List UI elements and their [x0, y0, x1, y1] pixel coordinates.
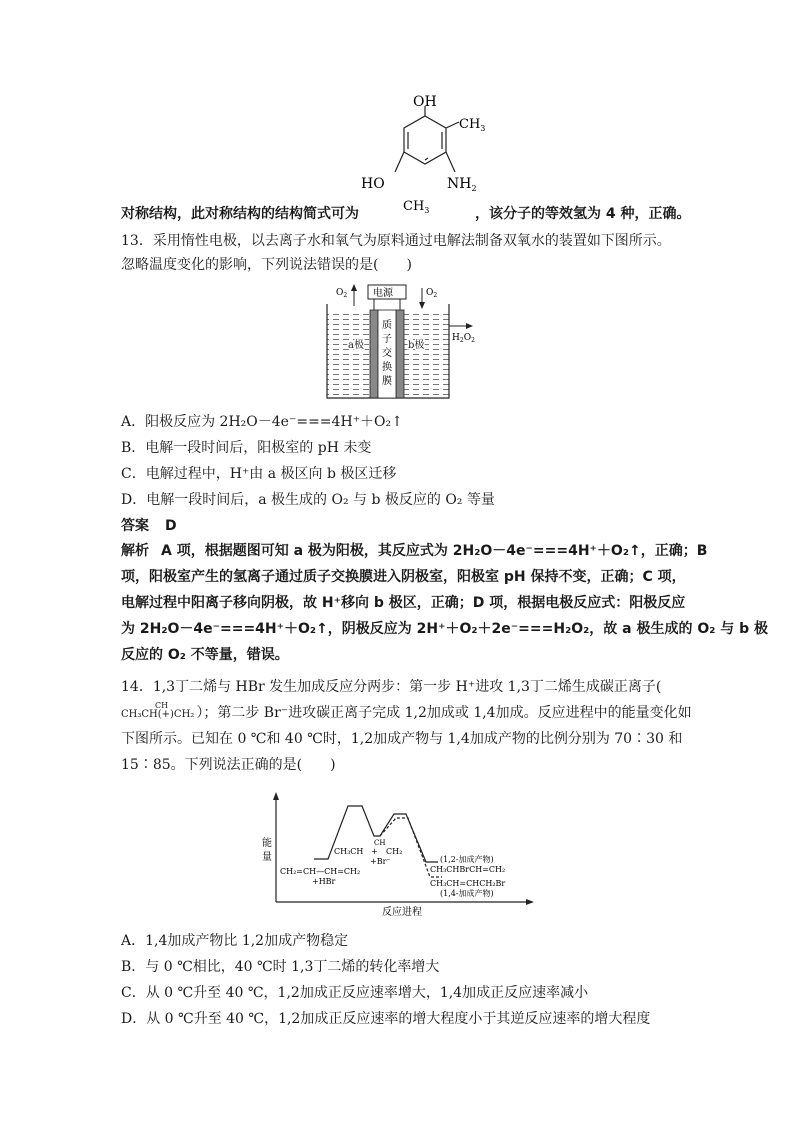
q14-stem-1: 14．1,3丁二烯与 HBr 发生加成反应分两步：第一步 H⁺进攻 1,3丁二烯生成碳正离子(	[121, 679, 662, 695]
symmetry-line: 对称结构，此对称结构的结构简式可为 ，该分子的等效氢为 4 种，正确。	[121, 206, 691, 222]
q14-stem-3: 下图所示。已知在 0 ℃和 40 ℃时，1,2加成产物与 1,4加成产物的比例分别为 70∶30 和	[121, 731, 683, 747]
svg-text:CH₂=CH—CH=CH₂: CH₂=CH—CH=CH₂	[280, 867, 361, 876]
svg-text:+HBr: +HBr	[312, 877, 336, 886]
svg-text:CH3: $CH_3$	[459, 117, 486, 133]
electrolysis-diagram	[322, 282, 492, 400]
svg-text:(1,4-加成产物): (1,4-加成产物)	[440, 889, 494, 898]
svg-text:CH₂: CH₂	[386, 847, 403, 856]
svg-text:反应进程: 反应进程	[382, 907, 422, 916]
svg-text:膜: 膜	[382, 376, 392, 387]
svg-text:交: 交	[382, 348, 392, 359]
q13-option-c: C．电解过程中，H⁺由 a 极区向 b 极区迁移	[121, 466, 397, 482]
svg-text:+Br⁻: +Br⁻	[370, 857, 391, 866]
q13-analysis-1: 解析 A 项，根据题图可知 a 极为阳极，其反应式为 2H₂O－4e⁻===4H⁺＋O₂↑，正确；B	[121, 543, 708, 559]
ho-left: HO	[361, 176, 385, 192]
svg-text:质: 质	[382, 320, 392, 331]
svg-text:a极: a极	[348, 340, 364, 351]
q13-option-d: D．电解一段时间后，a 极生成的 O₂ 与 b 极反应的 O₂ 等量	[121, 492, 495, 508]
oh-top: OH	[413, 94, 437, 110]
svg-text:电源: 电源	[373, 288, 393, 299]
q13-option-a: A．阳极反应为 2H₂O－4e⁻===4H⁺＋O₂↑	[121, 414, 403, 430]
molecule-structure	[355, 92, 495, 214]
q13-option-b: B．电解一段时间后，阳极室的 pH 未变	[121, 440, 372, 456]
q13-stem-2: 忽略温度变化的影响，下列说法错误的是( )	[121, 257, 412, 273]
svg-text:CH₃CH: CH₃CH	[334, 847, 364, 856]
q14-stem-4: 15∶85。下列说法正确的是( )	[121, 757, 336, 773]
svg-text:b极: b极	[408, 340, 425, 351]
svg-text:O2: $O_2$	[336, 288, 348, 299]
svg-text:CH3: $CH_3$	[403, 199, 430, 214]
svg-text:CH₃CH=CHCH₂Br: CH₃CH=CHCH₂Br	[430, 879, 506, 888]
svg-text:换: 换	[382, 362, 392, 373]
svg-text:CH: CH	[374, 839, 386, 847]
energy-diagram	[258, 792, 534, 916]
svg-text:H2O2: $H_2O_2$	[452, 333, 475, 344]
svg-text:O2: $O_2$	[426, 288, 438, 299]
q14-option-a: A．1,4加成产物比 1,2加成产物稳定	[121, 933, 349, 949]
svg-text:量: 量	[262, 852, 272, 863]
svg-text:能: 能	[262, 838, 272, 849]
q13-analysis-3: 电解过程中阳离子移向阴极，故 H⁺移向 b 极区，正确；D 项，根据电极反应式：阳极反应	[121, 595, 686, 611]
q14-stem-2: CH CH₃CH(+)CH₂ ）；第二步 Br⁻进攻碳正离子完成 1,2加成或 1,4加成。反应进程中的能量变化如	[121, 701, 692, 721]
q13-stem-1: 13．采用惰性电极，以去离子水和氧气为原料通过电解法制备双氧水的装置如下图所示。	[121, 233, 671, 249]
q13-answer: 答案 D	[121, 518, 177, 534]
svg-text:NH2: $NH_2$	[447, 176, 477, 193]
svg-text:(1,2-加成产物): (1,2-加成产物)	[440, 855, 494, 864]
svg-text:+: +	[371, 847, 378, 856]
q14-option-d: D．从 0 ℃升至 40 ℃，1,2加成正反应速率的增大程度小于其逆反应速率的增大程度	[121, 1011, 651, 1027]
q13-analysis-2: 项，阳极室产生的氢离子通过质子交换膜进入阴极室，阳极室 pH 保持不变，正确；C 项，	[121, 569, 686, 585]
q13-analysis-5: 反应的 O₂ 不等量，错误。	[121, 647, 289, 663]
svg-text:子: 子	[382, 334, 392, 345]
svg-text:CH₃CHBrCH=CH₂: CH₃CHBrCH=CH₂	[430, 865, 506, 874]
q14-option-c: C．从 0 ℃升至 40 ℃，1,2加成正反应速率增大，1,4加成正反应速率减小	[121, 985, 589, 1001]
q13-analysis-4: 为 2H₂O－4e⁻===4H⁺＋O₂↑，阴极反应为 2H⁺＋O₂＋2e⁻===H₂O₂，故 a 极生成的 O₂ 与 b 极	[121, 621, 768, 637]
q14-option-b: B．与 0 ℃相比，40 ℃时 1,3丁二烯的转化率增大	[121, 959, 440, 975]
